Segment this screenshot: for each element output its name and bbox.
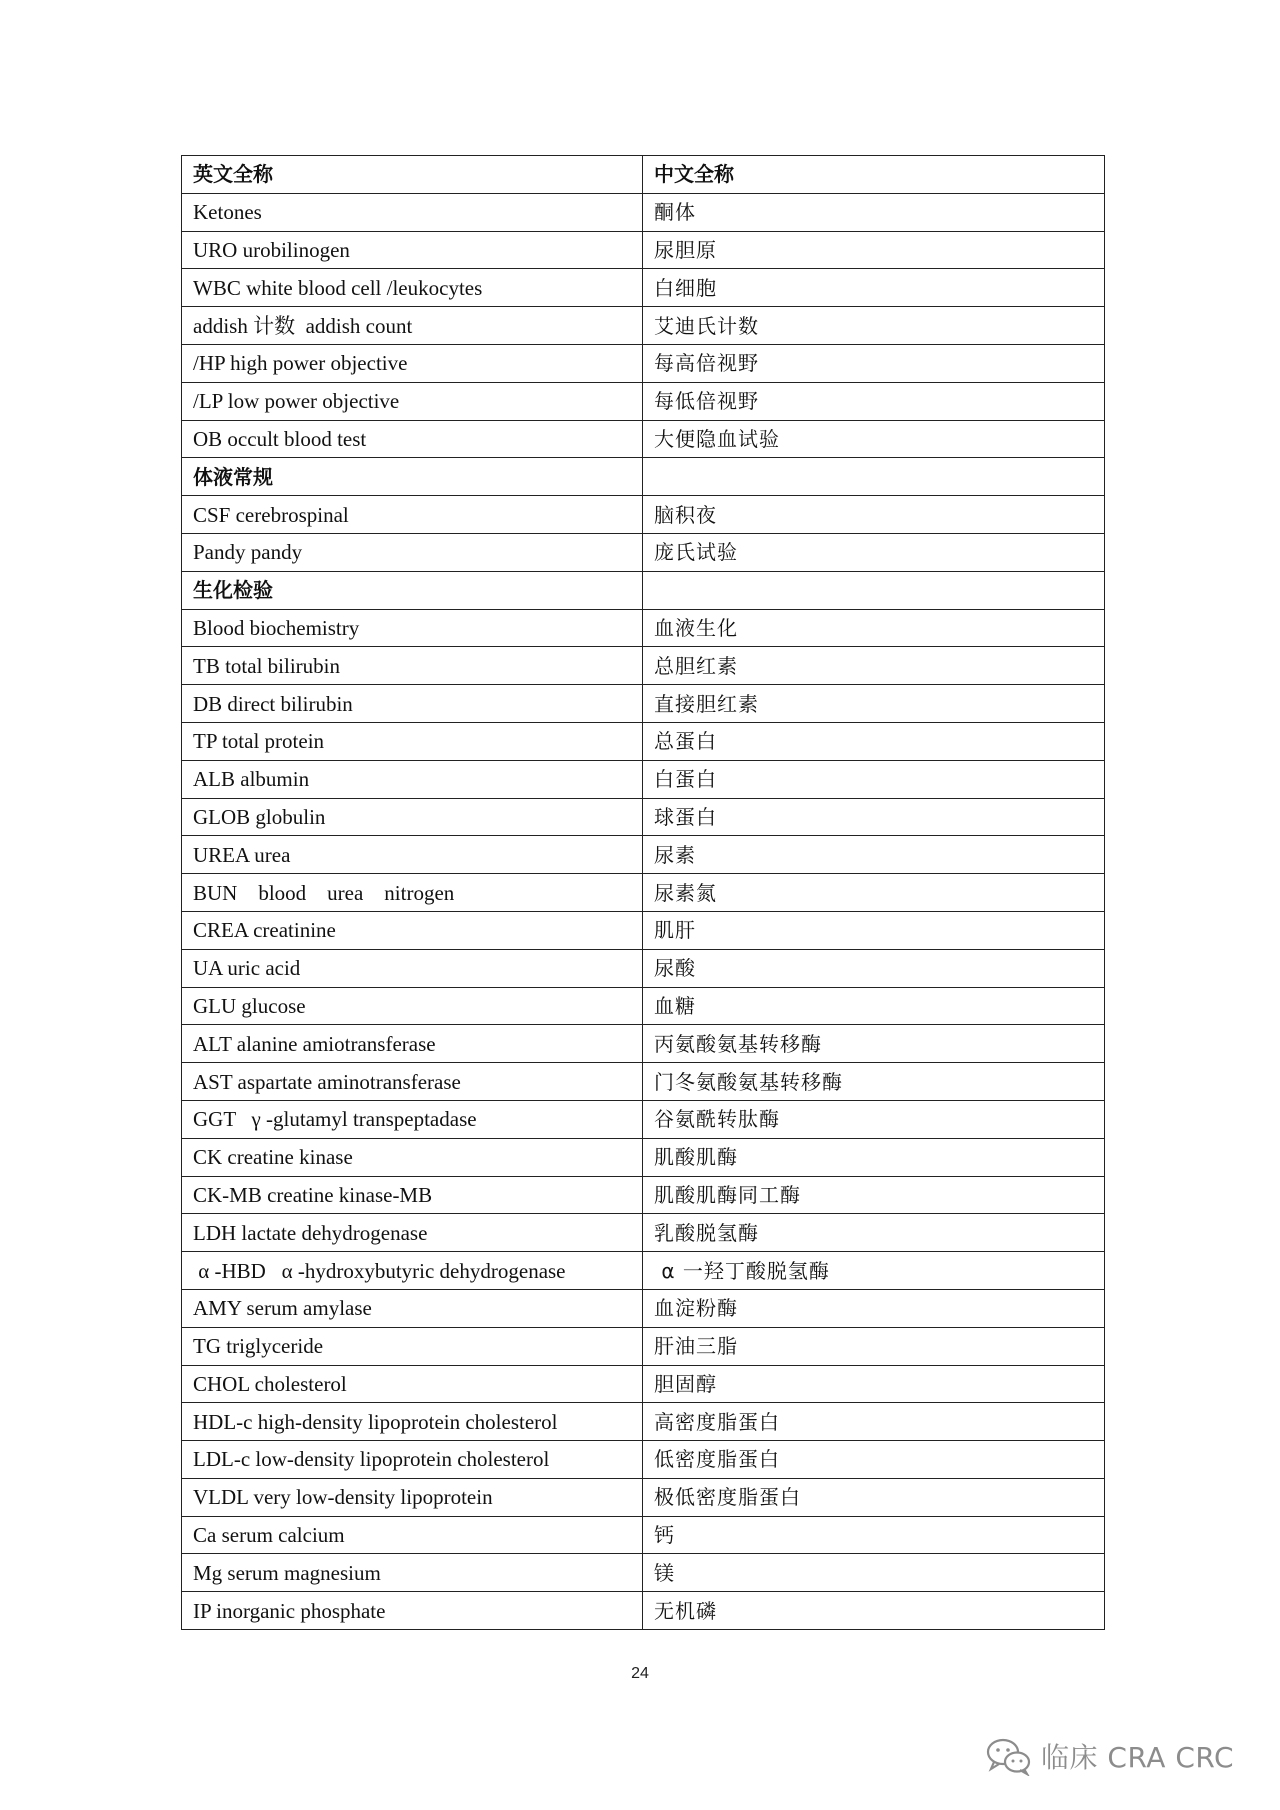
chinese-term-cell [643,571,1105,609]
table-row [182,874,1105,912]
english-term-cell: UREA urea [182,836,643,874]
english-term-cell: α -HBD α -hydroxybutyric dehydrogenase [182,1252,643,1290]
english-term-cell: CHOL cholesterol [182,1365,643,1403]
english-term-cell: Ketones [182,193,643,231]
table-body [182,193,1105,1629]
wechat-icon [985,1736,1033,1776]
table-row [182,1365,1105,1403]
table-header-row [182,156,1105,194]
chinese-term-cell: 尿胆原 [643,231,1105,269]
english-term-cell: BUN blood urea nitrogen [182,874,643,912]
table-row [182,1592,1105,1630]
chinese-term-cell: 肌酸肌酶 [643,1138,1105,1176]
table-row [182,609,1105,647]
header-chinese-full-name: 中文全称 [643,156,1105,194]
page-number: 24 [631,1665,649,1682]
table-row [182,1252,1105,1290]
chinese-term-cell: 庞氏试验 [643,533,1105,571]
table-row [182,231,1105,269]
table-row [182,382,1105,420]
section-header-row [182,458,1105,496]
table-row [182,1289,1105,1327]
table-row [182,685,1105,723]
chinese-term-cell: 钙 [643,1516,1105,1554]
chinese-term-cell: 尿酸 [643,949,1105,987]
chinese-term-cell: 大便隐血试验 [643,420,1105,458]
table-row [182,1025,1105,1063]
chinese-term-cell: 低密度脂蛋白 [643,1441,1105,1479]
table-row [182,1327,1105,1365]
chinese-term-cell: 肌酸肌酶同工酶 [643,1176,1105,1214]
table-row [182,420,1105,458]
english-term-cell: DB direct bilirubin [182,685,643,723]
english-term-cell: TP total protein [182,722,643,760]
english-term-cell: CSF cerebrospinal [182,496,643,534]
section-title: 体液常规 [182,458,643,496]
table-row [182,193,1105,231]
english-term-cell: GGT γ -glutamyl transpeptadase [182,1100,643,1138]
english-term-cell: URO urobilinogen [182,231,643,269]
header-english-full-name: 英文全称 [182,156,643,194]
chinese-term-cell: 无机磷 [643,1592,1105,1630]
english-term-cell: /LP low power objective [182,382,643,420]
table-row [182,647,1105,685]
table-row [182,798,1105,836]
chinese-term-cell: 血液生化 [643,609,1105,647]
english-term-cell: IP inorganic phosphate [182,1592,643,1630]
table-row [182,1138,1105,1176]
english-term-cell: /HP high power objective [182,344,643,382]
table-row [182,1554,1105,1592]
table-row [182,1176,1105,1214]
chinese-term-cell: 每高倍视野 [643,344,1105,382]
english-term-cell: CK creatine kinase [182,1138,643,1176]
chinese-term-cell: 肝油三脂 [643,1327,1105,1365]
table-row [182,760,1105,798]
chinese-term-cell: 艾迪氏计数 [643,307,1105,345]
table-row [182,307,1105,345]
chinese-term-cell: 总蛋白 [643,722,1105,760]
table-row [182,533,1105,571]
english-term-cell: CK-MB creatine kinase-MB [182,1176,643,1214]
english-term-cell: WBC white blood cell /leukocytes [182,269,643,307]
table-row [182,1516,1105,1554]
chinese-term-cell: 血糖 [643,987,1105,1025]
english-term-cell: Blood biochemistry [182,609,643,647]
chinese-term-cell: 镁 [643,1554,1105,1592]
section-title: 生化检验 [182,571,643,609]
chinese-term-cell: 白细胞 [643,269,1105,307]
english-term-cell: Ca serum calcium [182,1516,643,1554]
chinese-term-cell: 门冬氨酸氨基转移酶 [643,1063,1105,1101]
chinese-term-cell: 直接胆红素 [643,685,1105,723]
section-header-row [182,571,1105,609]
english-term-cell: OB occult blood test [182,420,643,458]
table-row [182,987,1105,1025]
english-term-cell: Pandy pandy [182,533,643,571]
english-term-cell: GLU glucose [182,987,643,1025]
chinese-term-cell: 总胆红素 [643,647,1105,685]
chinese-term-cell: 极低密度脂蛋白 [643,1478,1105,1516]
chinese-term-cell: 脑积夜 [643,496,1105,534]
english-term-cell: UA uric acid [182,949,643,987]
chinese-term-cell [643,458,1105,496]
english-term-cell: CREA creatinine [182,911,643,949]
table-row [182,949,1105,987]
english-term-cell: TB total bilirubin [182,647,643,685]
table-row [182,1100,1105,1138]
chinese-term-cell: 谷氨酰转肽酶 [643,1100,1105,1138]
table-row [182,269,1105,307]
table-row [182,496,1105,534]
watermark-text: 临床 CRA CRC [1041,1741,1234,1774]
english-term-cell: ALB albumin [182,760,643,798]
english-term-cell: addish 计数 addish count [182,307,643,345]
table-row [182,1403,1105,1441]
english-term-cell: Mg serum magnesium [182,1554,643,1592]
table-row [182,1063,1105,1101]
chinese-term-cell: 丙氨酸氨基转移酶 [643,1025,1105,1063]
chinese-term-cell: 胆固醇 [643,1365,1105,1403]
chinese-term-cell: 乳酸脱氢酶 [643,1214,1105,1252]
english-term-cell: VLDL very low-density lipoprotein [182,1478,643,1516]
table-row [182,911,1105,949]
table-row [182,344,1105,382]
chinese-term-cell: 白蛋白 [643,760,1105,798]
chinese-term-cell: α 一羟丁酸脱氢酶 [643,1252,1105,1290]
chinese-term-cell: 每低倍视野 [643,382,1105,420]
table-row [182,1441,1105,1479]
english-term-cell: GLOB globulin [182,798,643,836]
chinese-term-cell: 球蛋白 [643,798,1105,836]
chinese-term-cell: 尿素 [643,836,1105,874]
english-term-cell: ALT alanine amiotransferase [182,1025,643,1063]
chinese-term-cell: 酮体 [643,193,1105,231]
english-term-cell: LDL-c low-density lipoprotein cholesterol [182,1441,643,1479]
chinese-term-cell: 高密度脂蛋白 [643,1403,1105,1441]
english-term-cell: AST aspartate aminotransferase [182,1063,643,1101]
terminology-table [181,155,1105,1630]
english-term-cell: AMY serum amylase [182,1289,643,1327]
english-term-cell: HDL-c high-density lipoprotein cholesterol [182,1403,643,1441]
english-term-cell: TG triglyceride [182,1327,643,1365]
chinese-term-cell: 血淀粉酶 [643,1289,1105,1327]
watermark [985,1736,1234,1776]
table-row [182,1214,1105,1252]
english-term-cell: LDH lactate dehydrogenase [182,1214,643,1252]
table-row [182,836,1105,874]
table-row [182,1478,1105,1516]
chinese-term-cell: 肌肝 [643,911,1105,949]
chinese-term-cell: 尿素氮 [643,874,1105,912]
table-row [182,722,1105,760]
